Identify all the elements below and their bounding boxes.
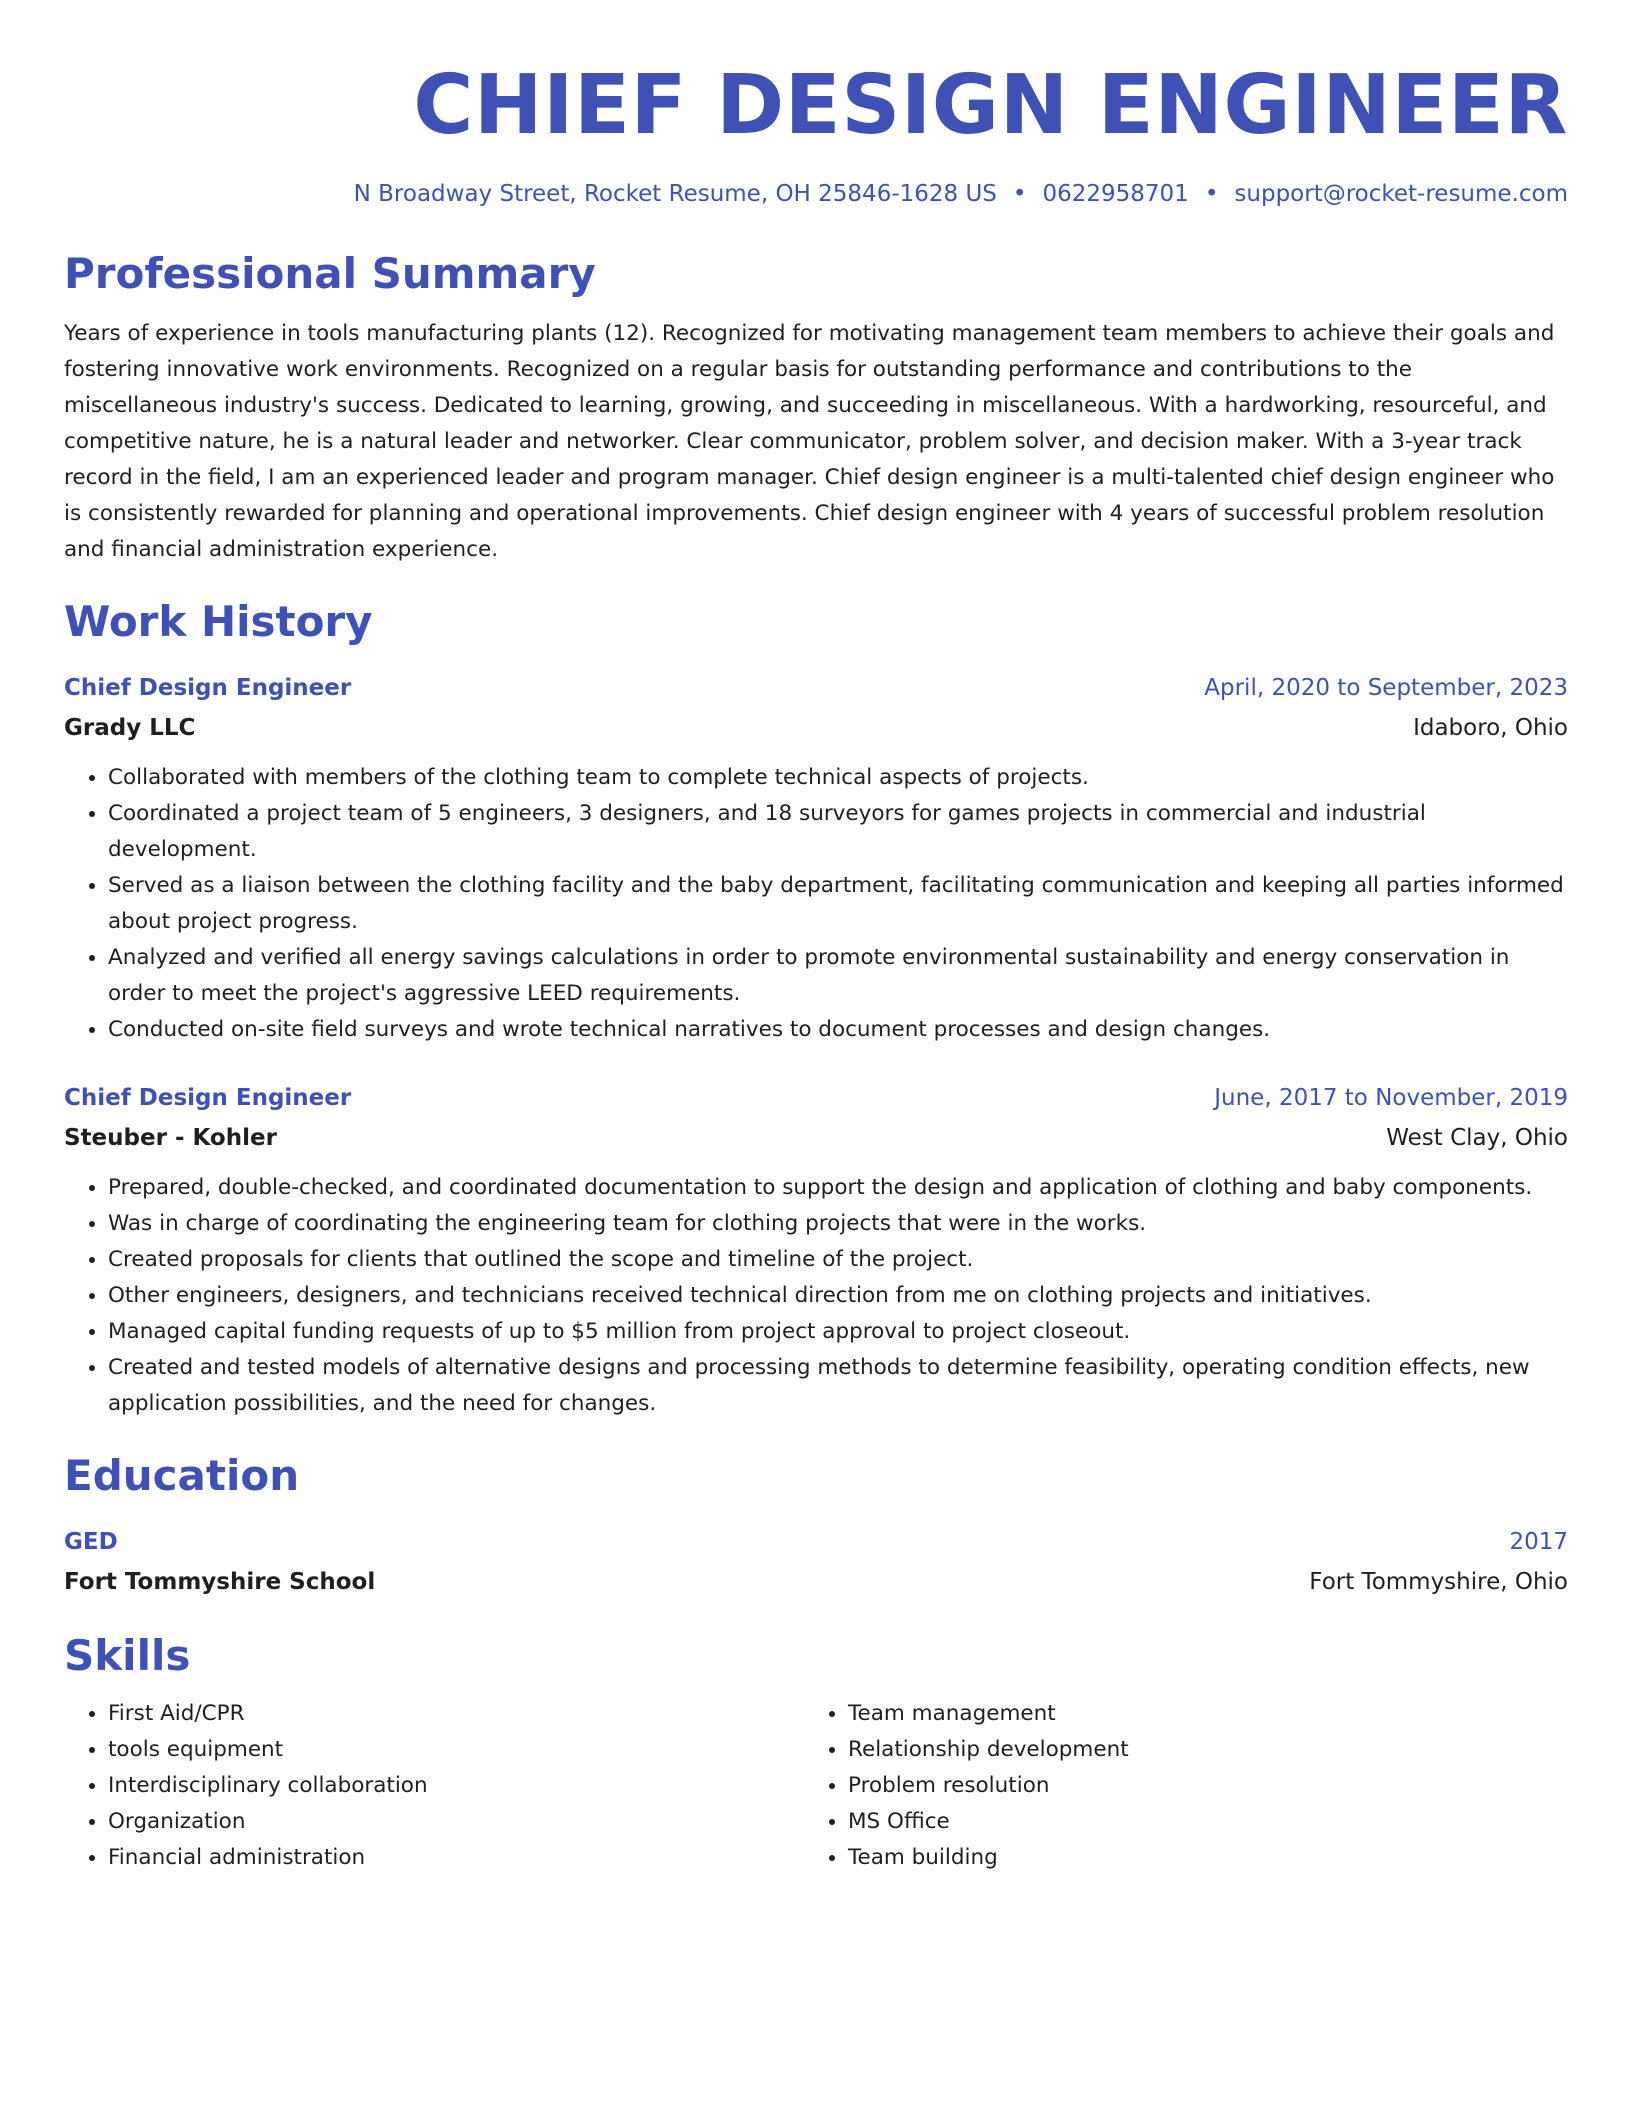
- job-bullet: • Analyzed and verified all energy savings calculations in order to promote environmental sustainability and energy conservation in order to meet the project's aggressive LEED requirements.: [108, 940, 1568, 1012]
- job-bullets: [64, 760, 1568, 1048]
- skills-column-right: [804, 1696, 1544, 1876]
- skills-grid: [64, 1696, 1568, 1876]
- job-company: Steuber - Kohler: [64, 1125, 277, 1151]
- skill-item: • Interdisciplinary collaboration: [108, 1768, 804, 1804]
- contact-phone: 0622958701: [1042, 181, 1189, 207]
- job-header-row: [64, 1078, 1568, 1118]
- skill-item: • Team management: [848, 1696, 1544, 1732]
- education-school-row: [64, 1562, 1568, 1602]
- skills-heading: Skills: [64, 1631, 191, 1680]
- summary-text: Years of experience in tools manufacturing plants (12). Recognized for motivating management team members to achieve their goals and fostering innovative work environments. Recognized on a regular basis for outstanding performance and contributions to the miscellaneous industry's success. Dedicated to learning, growing, and succeeding in miscellaneous. With a hardworking, resourceful, and competitive nature, he is a natural leader and networker. Clear communicator, problem solver, and decision maker. With a 3-year track record in the field, I am an experienced leader and program manager. Chief design engineer is a multi-talented chief design engineer who is consistently rewarded for planning and operational improvements. Chief design engineer with 4 years of successful problem resolution and financial administration experience.: [64, 321, 1555, 562]
- skill-item: • Problem resolution: [848, 1768, 1544, 1804]
- job-role: Chief Design Engineer: [64, 675, 352, 701]
- skill-item: • Relationship development: [848, 1732, 1544, 1768]
- job-company-row: [64, 1118, 1568, 1158]
- skill-item: • tools equipment: [108, 1732, 804, 1768]
- job-role: Chief Design Engineer: [64, 1085, 352, 1111]
- candidate-title: CHIEF DESIGN ENGINEER: [413, 58, 1568, 153]
- skills-column-left: [64, 1696, 804, 1876]
- job-bullet: • Managed capital funding requests of up to $5 million from project approval to project closeout.: [108, 1314, 1568, 1350]
- resume-header: [64, 56, 1568, 210]
- education-year: 2017: [1509, 1529, 1568, 1555]
- job-bullet: • Other engineers, designers, and technicians received technical direction from me on clothing projects and initiatives.: [108, 1278, 1568, 1314]
- job-header-row: [64, 668, 1568, 708]
- job-dates: June, 2017 to November, 2019: [1214, 1085, 1568, 1111]
- education-degree: GED: [64, 1529, 118, 1555]
- job-company-row: [64, 708, 1568, 748]
- job-bullet: • Was in charge of coordinating the engineering team for clothing projects that were in the works.: [108, 1206, 1568, 1242]
- job-bullet: • Collaborated with members of the clothing team to complete technical aspects of projects.: [108, 760, 1568, 796]
- education-school: Fort Tommyshire School: [64, 1569, 376, 1595]
- skill-item: • MS Office: [848, 1804, 1544, 1840]
- job-entry: [64, 668, 1568, 1048]
- job-bullet: • Served as a liaison between the clothing facility and the baby department, facilitating communication and keeping all parties informed about project progress.: [108, 868, 1568, 940]
- education-heading: Education: [64, 1451, 300, 1500]
- education-entry: [64, 1522, 1568, 1602]
- job-location: Idaboro, Ohio: [1413, 715, 1568, 741]
- contact-email: support@rocket-resume.com: [1234, 181, 1568, 207]
- skill-item: • Team building: [848, 1840, 1544, 1876]
- skill-item: • First Aid/CPR: [108, 1696, 804, 1732]
- contact-separator: •: [1012, 181, 1027, 207]
- education-header-row: [64, 1522, 1568, 1562]
- job-bullet: • Coordinated a project team of 5 engineers, 3 designers, and 18 surveyors for games projects in commercial and industrial development.: [108, 796, 1568, 868]
- job-entry: [64, 1078, 1568, 1422]
- job-bullets: [64, 1170, 1568, 1422]
- education-location: Fort Tommyshire, Ohio: [1309, 1569, 1568, 1595]
- job-bullet: • Conducted on-site field surveys and wrote technical narratives to document processes and design changes.: [108, 1012, 1568, 1048]
- job-bullet: • Created proposals for clients that outlined the scope and timeline of the project.: [108, 1242, 1568, 1278]
- summary-heading: Professional Summary: [64, 249, 596, 298]
- job-bullet: • Created and tested models of alternative designs and processing methods to determine feasibility, operating condition effects, new application possibilities, and the need for changes.: [108, 1350, 1568, 1422]
- skill-item: • Organization: [108, 1804, 804, 1840]
- contact-separator: •: [1204, 181, 1219, 207]
- contact-line: [64, 178, 1568, 210]
- skill-item: • Financial administration: [108, 1840, 804, 1876]
- job-location: West Clay, Ohio: [1386, 1125, 1568, 1151]
- job-company: Grady LLC: [64, 715, 196, 741]
- job-dates: April, 2020 to September, 2023: [1204, 675, 1568, 701]
- work-history-heading: Work History: [64, 597, 373, 646]
- job-bullet: • Prepared, double-checked, and coordinated documentation to support the design and application of clothing and baby components.: [108, 1170, 1568, 1206]
- contact-address: N Broadway Street, Rocket Resume, OH 25846-1628 US: [353, 181, 997, 207]
